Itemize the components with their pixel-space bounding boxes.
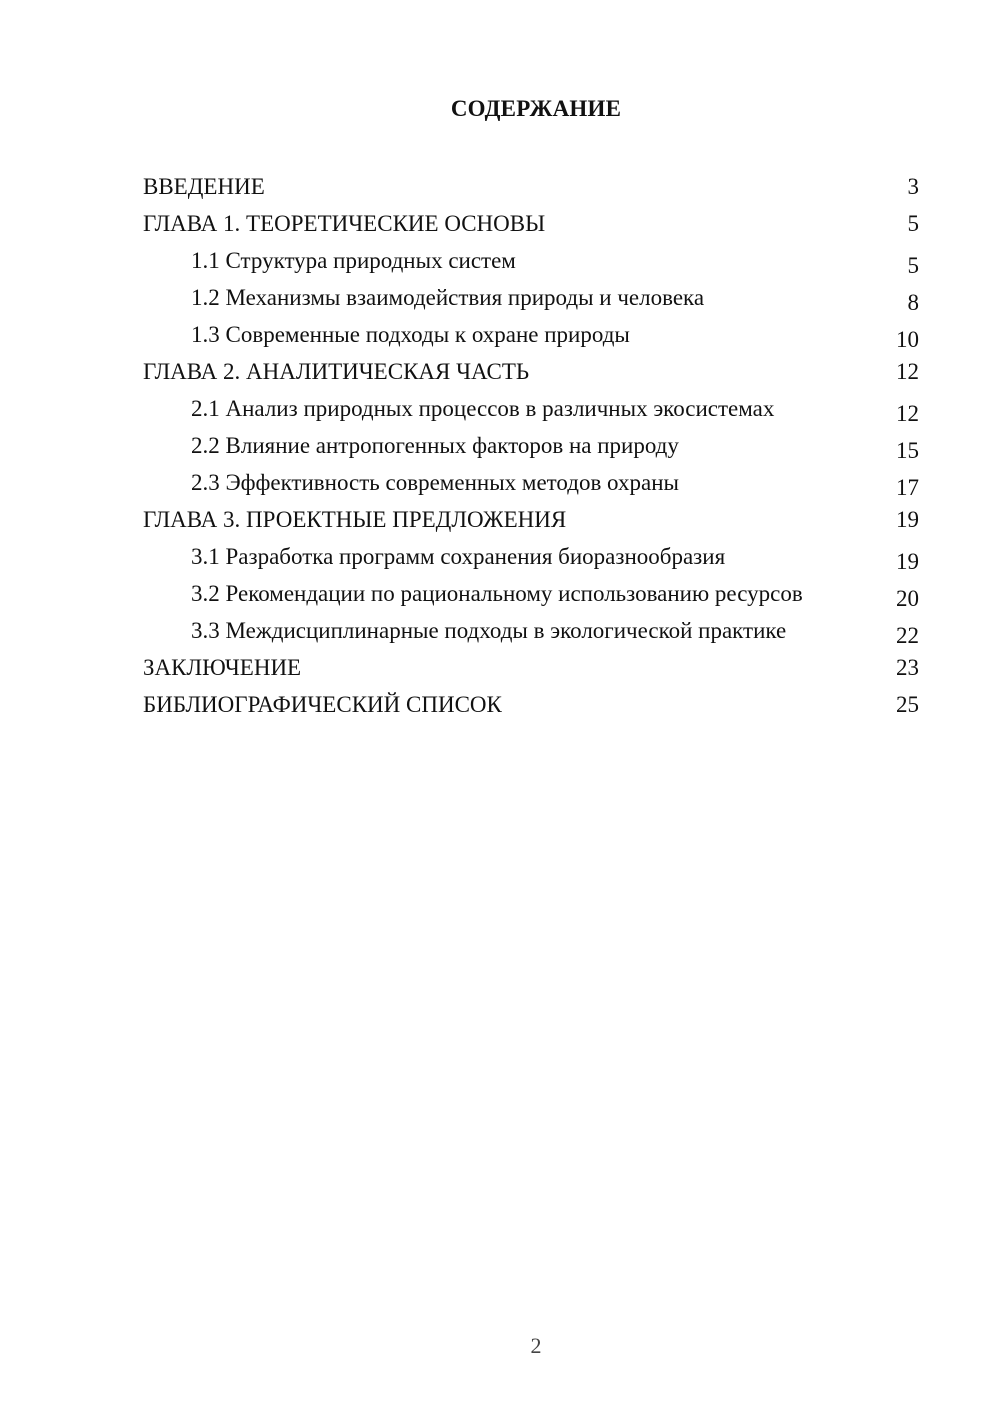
toc-item-title: ЗАКЛЮЧЕНИЕ bbox=[143, 655, 302, 680]
toc-item-title: БИБЛИОГРАФИЧЕСКИЙ СПИСОК bbox=[143, 692, 502, 717]
toc-item-page: 10 bbox=[896, 327, 919, 352]
page-title: СОДЕРЖАНИЕ bbox=[450, 96, 622, 121]
toc-item-chapter-1[interactable] bbox=[143, 205, 919, 242]
toc-item-chapter-2[interactable] bbox=[143, 353, 919, 390]
toc-item-section-3-1[interactable] bbox=[143, 538, 919, 575]
toc-item-page: 5 bbox=[907, 211, 919, 236]
toc-item-bibliography[interactable] bbox=[143, 686, 919, 723]
toc-item-page: 12 bbox=[896, 401, 919, 426]
toc-item-title: 2.1 Анализ природных процессов в различных экосистемах bbox=[191, 396, 775, 421]
toc-item-page: 19 bbox=[896, 507, 919, 532]
toc-item-introduction[interactable] bbox=[143, 168, 919, 205]
toc-item-section-1-3[interactable] bbox=[143, 316, 919, 353]
toc-item-page: 20 bbox=[896, 586, 919, 611]
toc-item-page: 19 bbox=[896, 549, 919, 574]
table-of-contents bbox=[143, 168, 919, 723]
toc-item-page: 25 bbox=[896, 692, 919, 717]
toc-item-section-3-2[interactable] bbox=[143, 575, 919, 612]
toc-item-page: 23 bbox=[896, 655, 919, 680]
toc-item-conclusion[interactable] bbox=[143, 649, 919, 686]
toc-item-chapter-3[interactable] bbox=[143, 501, 919, 538]
toc-item-title: ГЛАВА 2. АНАЛИТИЧЕСКАЯ ЧАСТЬ bbox=[143, 359, 530, 384]
toc-item-section-3-3[interactable] bbox=[143, 612, 919, 649]
toc-item-title: 3.2 Рекомендации по рациональному использованию ресурсов bbox=[191, 581, 803, 606]
toc-item-page: 15 bbox=[896, 438, 919, 463]
toc-item-title: 2.2 Влияние антропогенных факторов на природу bbox=[191, 433, 679, 458]
toc-item-title: ГЛАВА 3. ПРОЕКТНЫЕ ПРЕДЛОЖЕНИЯ bbox=[143, 507, 567, 532]
toc-item-page: 5 bbox=[907, 253, 919, 278]
toc-item-section-2-1[interactable] bbox=[143, 390, 919, 427]
toc-item-page: 17 bbox=[896, 475, 919, 500]
toc-item-title: 1.1 Структура природных систем bbox=[191, 248, 516, 273]
toc-item-title: 1.3 Современные подходы к охране природы bbox=[191, 322, 630, 347]
toc-item-title: ВВЕДЕНИЕ bbox=[143, 174, 265, 199]
page-number: 2 bbox=[530, 1333, 542, 1358]
toc-item-page: 8 bbox=[907, 290, 919, 315]
toc-item-section-2-2[interactable] bbox=[143, 427, 919, 464]
toc-item-section-1-1[interactable] bbox=[143, 242, 919, 279]
toc-item-title: 3.3 Междисциплинарные подходы в экологической практике bbox=[191, 618, 787, 643]
toc-item-title: 3.1 Разработка программ сохранения биоразнообразия bbox=[191, 544, 726, 569]
toc-item-page: 22 bbox=[896, 623, 919, 648]
toc-item-section-1-2[interactable] bbox=[143, 279, 919, 316]
toc-item-section-2-3[interactable] bbox=[143, 464, 919, 501]
toc-item-page: 12 bbox=[896, 359, 919, 384]
toc-item-page: 3 bbox=[907, 174, 919, 199]
toc-item-title: ГЛАВА 1. ТЕОРЕТИЧЕСКИЕ ОСНОВЫ bbox=[143, 211, 546, 236]
toc-item-title: 2.3 Эффективность современных методов охраны bbox=[191, 470, 679, 495]
toc-item-title: 1.2 Механизмы взаимодействия природы и человека bbox=[191, 285, 705, 310]
